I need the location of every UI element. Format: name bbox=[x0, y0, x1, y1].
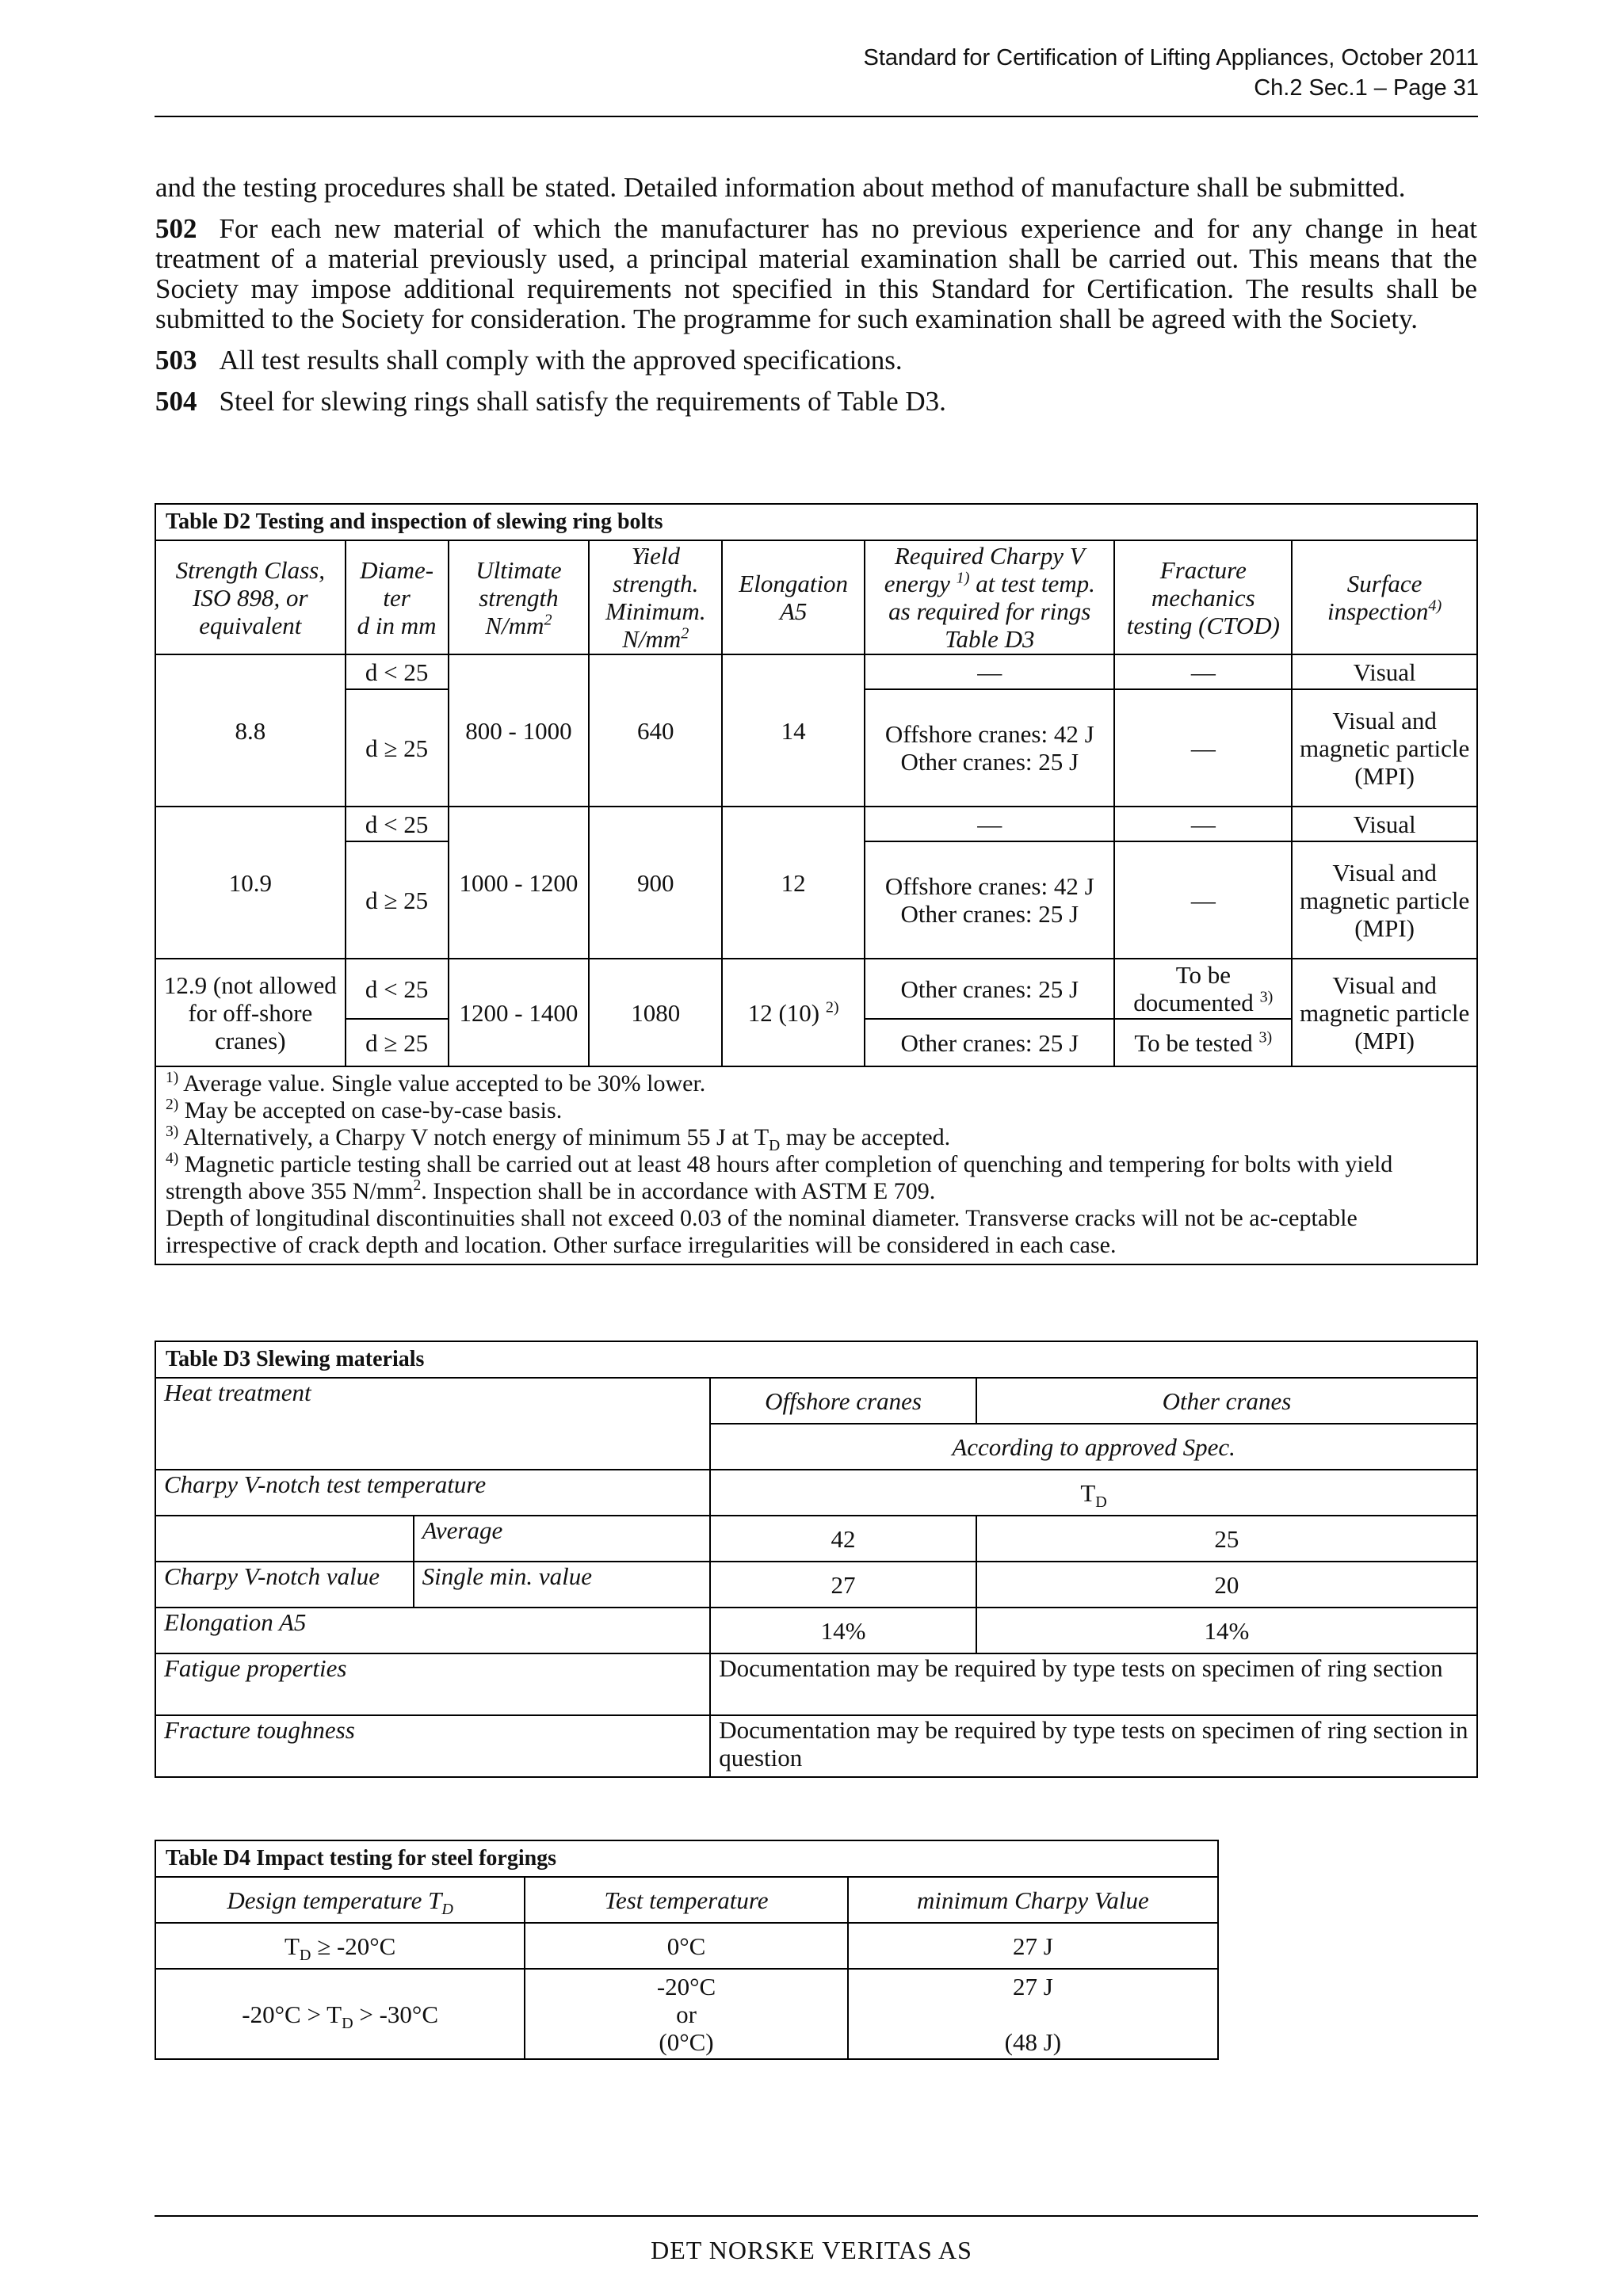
note-4: $^{4)}$ Magnetic particle testing shall be carried out at least 48 hours after completion of quenching and tempering for bolts with yield strength above 355 $N/mm^2$. Inspection shall be in accordance with ASTM E 709. bbox=[166, 1150, 1393, 1204]
table-row: Fatigue properties Documentation may be required by type tests on specimen of ring section bbox=[155, 1653, 1477, 1715]
paragraph-502: 502 For each new material of which the manufacturer has no previous experience and for any change in heat treatment of a material previously used, a principal material examination shall be carried out. This means that the Society may impose additional requirements not specified in this Standard for Certification. The results shall be submitted to the Society for consideration. The programme for such examination shall be agreed with the Society. bbox=[155, 213, 1477, 334]
note-2: $^{2)}$ May be accepted on case-by-case basis. bbox=[166, 1097, 563, 1123]
running-header bbox=[528, 43, 1479, 103]
note-3: $^{3)}$ Alternatively, a Charpy V notch energy of minimum 55 J at $T_D$ may be accepted. bbox=[166, 1123, 951, 1154]
paragraph-504: 504 Steel for slewing rings shall satisfy the requirements of Table D3. bbox=[155, 386, 946, 417]
table-notes bbox=[155, 1066, 1477, 1264]
paragraph-number: 504 bbox=[155, 386, 197, 417]
header-yield-strength: Yield strength. Minimum. $N/mm^2$ bbox=[589, 540, 722, 654]
header-surface: Surface inspection$^{4)}$ bbox=[1292, 540, 1477, 654]
paragraph-number: 502 bbox=[155, 213, 197, 244]
note-1: $^{1)}$ Average value. Single value accepted to be 30% lower. bbox=[166, 1070, 706, 1097]
table-row: d ≥ 25 Other cranes: 25 J To be tested $^{3)}$ bbox=[155, 1019, 1477, 1066]
header-ultimate-strength: Ultimate strength $N/mm^2$ bbox=[449, 540, 590, 654]
table-d2 bbox=[155, 503, 1478, 1265]
table-row: $T_D \ge -20^\circ C$ 0°C 27 J bbox=[155, 1923, 1218, 1969]
table-caption: Table D2 Testing and inspection of slewing ring bolts bbox=[155, 504, 1477, 540]
table-row: Charpy V-notch value Single min. value 27 20 bbox=[155, 1562, 1477, 1608]
header-diameter: Diame- ter d in mm bbox=[346, 540, 449, 654]
header-fracture: Fracture mechanics testing (CTOD) bbox=[1114, 540, 1292, 654]
paragraph-number: 503 bbox=[155, 345, 197, 376]
table-row: Fracture toughness Documentation may be required by type tests on specimen of ring section in question bbox=[155, 1715, 1477, 1777]
table-d4 bbox=[155, 1840, 1219, 2060]
table-row: Elongation A5 14% 14% bbox=[155, 1608, 1477, 1653]
header-charpy: Required Charpy V energy $^{1)}$ at test temp. as required for rings Table D3 bbox=[865, 540, 1114, 654]
table-row: d ≥ 25 Offshore cranes: 42 J Other cranes: 25 J — Visual and magnetic particle (MPI) bbox=[155, 841, 1477, 959]
header-title: Standard for Certification of Lifting Appliances, October 2011 bbox=[863, 45, 1479, 71]
table-d3 bbox=[155, 1341, 1478, 1778]
table-row: d ≥ 25 Offshore cranes: 42 J Other cranes: 25 J — Visual and magnetic particle (MPI) bbox=[155, 689, 1477, 807]
header-strength-class: Strength Class, ISO 898, or equivalent bbox=[155, 540, 346, 654]
table-row: 10.9 d < 25 1000 - 1200 900 12 — — Visual bbox=[155, 807, 1477, 841]
table-row: Charpy V-notch test temperature $T_D$ bbox=[155, 1470, 1477, 1516]
table-row: 8.8 d < 25 800 - 1000 640 14 — — Visual bbox=[155, 654, 1477, 689]
table-row: Heat treatment Offshore cranes Other cranes bbox=[155, 1378, 1477, 1424]
paragraph-503: 503 All test results shall comply with the approved specifications. bbox=[155, 345, 903, 376]
table-row: Average 42 25 bbox=[155, 1516, 1477, 1562]
note-5: Depth of longitudinal discontinuities shall not exceed 0.03 of the nominal diameter. Transverse cracks will not be ac-ceptable irrespective of crack depth and location. Other surface irregularities will be considered in each case. bbox=[166, 1205, 1358, 1258]
body-text bbox=[155, 173, 1477, 428]
table-caption: Table D4 Impact testing for steel forgings bbox=[155, 1840, 1218, 1877]
table-row: $-20^\circ C > T_D > -30^\circ C$ -20°C or (0°C) 27 J (48 J) bbox=[155, 1969, 1218, 2059]
paragraph: and the testing procedures shall be stated. Detailed information about method of manufacture shall be submitted. bbox=[155, 172, 1406, 203]
header-section: Ch.2 Sec.1 – Page 31 bbox=[1254, 75, 1479, 101]
header-elongation: Elongation A5 bbox=[722, 540, 865, 654]
table-row: 12.9 (not allowed for off-shore cranes) d < 25 1200 - 1400 1080 12 (10) $^{2)}$ Other cranes: 25 J To be documented $^{3)}$ Visual and magnetic particle (MPI) bbox=[155, 959, 1477, 1019]
table-caption: Table D3 Slewing materials bbox=[155, 1341, 1477, 1378]
footer-rule bbox=[155, 2215, 1478, 2217]
header-rule bbox=[155, 116, 1478, 117]
footer: DET NORSKE VERITAS AS bbox=[651, 2236, 972, 2264]
table-header-row: Design temperature $T_D$ Test temperature minimum Charpy Value bbox=[155, 1877, 1218, 1923]
table-row: According to approved Spec. bbox=[155, 1424, 1477, 1470]
